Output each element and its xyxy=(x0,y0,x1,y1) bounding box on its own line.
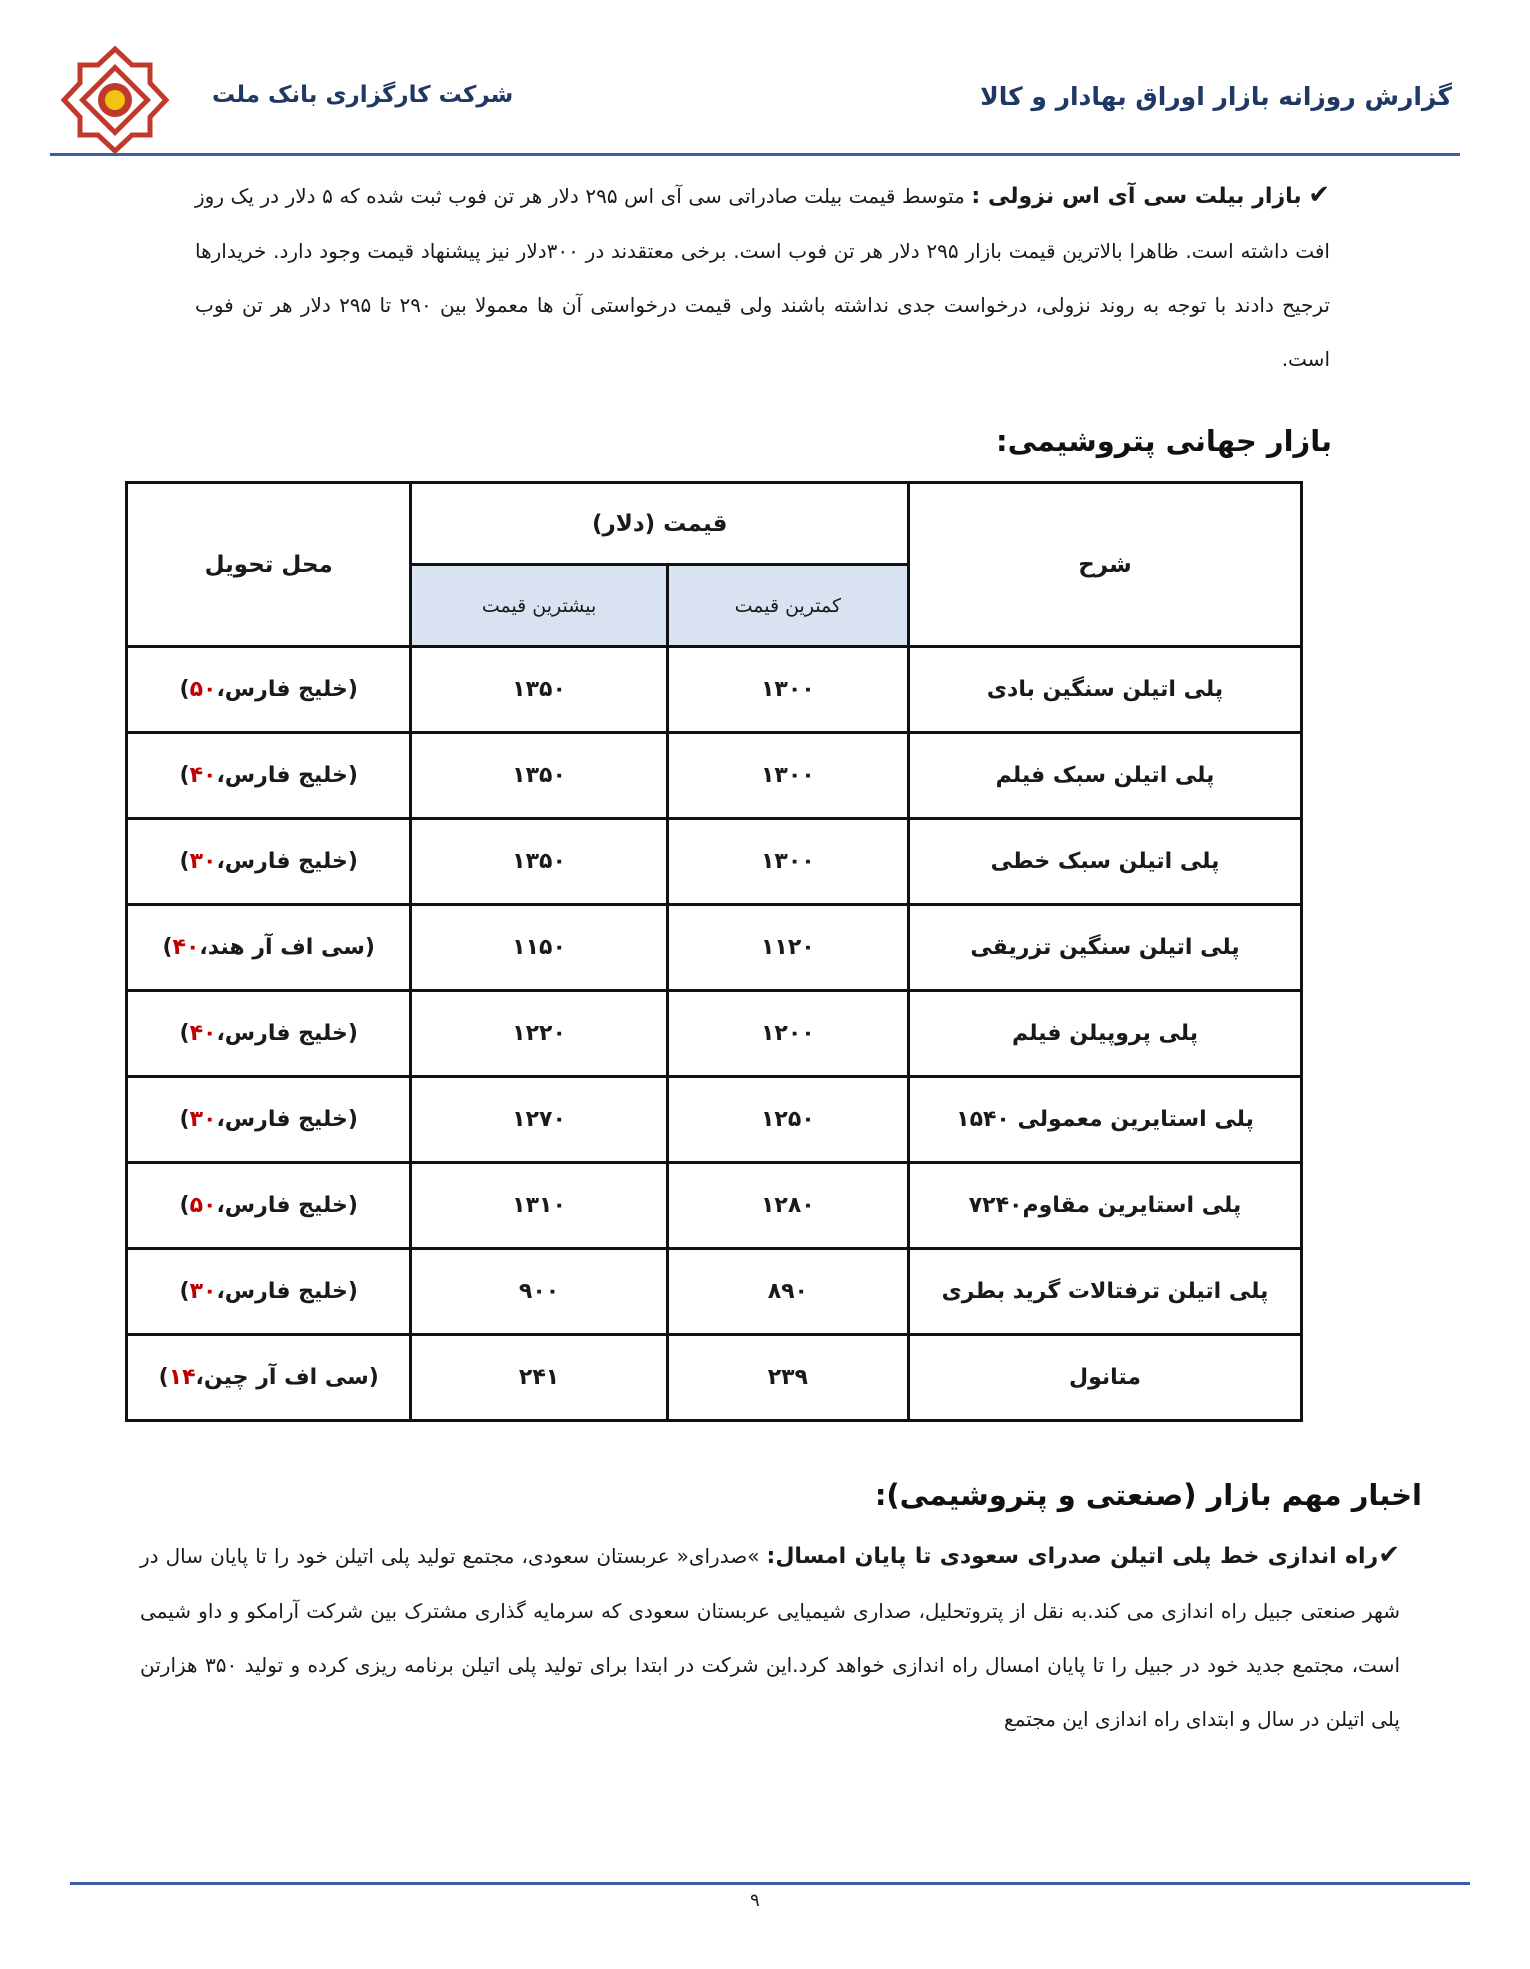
row-max: ۱۲۲۰ xyxy=(411,991,667,1077)
row-loc xyxy=(127,1163,411,1249)
row-min: ۸۹۰ xyxy=(667,1249,908,1335)
sadara-lead: راه اندازی خط پلی اتیلن صدرای سعودی تا پایان امسال: xyxy=(766,1544,1379,1569)
row-loc xyxy=(127,819,411,905)
loc-text: (سی اف آر هند، xyxy=(199,935,375,960)
company-name: شرکت کارگزاری بانک ملت xyxy=(212,82,514,108)
loc-value: ۵۰ xyxy=(189,1193,217,1218)
page-header xyxy=(0,0,1530,160)
row-min: ۱۳۰۰ xyxy=(667,733,908,819)
page-number: ۹ xyxy=(750,1890,760,1911)
header-divider xyxy=(50,153,1460,156)
petrochem-price-table xyxy=(125,481,1303,1422)
row-desc: پلی اتیلن ترفتالات گرید بطری xyxy=(909,1249,1302,1335)
row-desc: پلی پروپیلن فیلم xyxy=(909,991,1302,1077)
row-min: ۱۱۲۰ xyxy=(667,905,908,991)
loc-end: ) xyxy=(179,849,190,874)
row-max: ۱۳۵۰ xyxy=(411,733,667,819)
row-max: ۹۰۰ xyxy=(411,1249,667,1335)
row-max: ۱۳۵۰ xyxy=(411,647,667,733)
row-desc: پلی اتیلن سبک فیلم xyxy=(909,733,1302,819)
loc-end: ) xyxy=(179,763,190,788)
table-row xyxy=(127,733,1302,819)
row-max: ۱۱۵۰ xyxy=(411,905,667,991)
loc-value: ۳۰ xyxy=(189,849,217,874)
loc-end: ) xyxy=(158,1365,169,1390)
col-price-header: قیمت (دلار) xyxy=(411,483,909,565)
row-desc: پلی استایرین معمولی ۱۵۴۰ xyxy=(909,1077,1302,1163)
col-min-header: کمترین قیمت xyxy=(667,565,908,647)
row-max: ۱۳۵۰ xyxy=(411,819,667,905)
market-news-title: اخبار مهم بازار (صنعتی و پتروشیمی): xyxy=(874,1478,1422,1512)
row-loc xyxy=(127,1249,411,1335)
row-max: ۱۲۷۰ xyxy=(411,1077,667,1163)
loc-value: ۴۰ xyxy=(189,763,217,788)
row-desc: پلی اتیلن سنگین بادی xyxy=(909,647,1302,733)
row-desc: پلی استایرین مقاوم۷۲۴۰ xyxy=(909,1163,1302,1249)
table-row xyxy=(127,819,1302,905)
report-title: گزارش روزانه بازار اوراق بهادار و کالا xyxy=(980,82,1452,111)
sadara-text: »صدرای« عربستان سعودی، مجتمع تولید پلی اتیلن خود را تا پایان سال در شهر صنعتی جبیل راه اندازی می کند.به نقل از پتروتحلیل، صداری شیمیایی عربستان سعودی که سرمایه گذاری مشترک بین شرکت آرامکو و داو شیمی است، مجتمع جدید خود در جبیل را تا پایان امسال راه اندازی خواهد کرد.این شرکت در ابتدا برای تولید پلی اتیلن برنامه ریزی کرده و تولید ۳۵۰ هزارتن پلی اتیلن در سال و ابتدای راه اندازی این مجتمع xyxy=(140,1544,1401,1731)
row-desc: متانول xyxy=(909,1335,1302,1421)
loc-value: ۳۰ xyxy=(189,1279,217,1304)
loc-end: ) xyxy=(179,1107,190,1132)
row-max: ۱۳۱۰ xyxy=(411,1163,667,1249)
row-loc xyxy=(127,647,411,733)
billet-lead: بازار بیلت سی آی اس نزولی : xyxy=(971,184,1302,209)
loc-end: ) xyxy=(179,1279,190,1304)
loc-value: ۴۰ xyxy=(189,1021,217,1046)
loc-end: ) xyxy=(179,1193,190,1218)
loc-end: ) xyxy=(179,1021,190,1046)
col-loc-header: محل تحویل xyxy=(127,483,411,647)
row-loc xyxy=(127,905,411,991)
table-row xyxy=(127,647,1302,733)
check-icon: ✔ xyxy=(1378,1540,1400,1570)
loc-value: ۳۰ xyxy=(189,1107,217,1132)
row-loc xyxy=(127,991,411,1077)
row-min: ۱۲۵۰ xyxy=(667,1077,908,1163)
sadara-paragraph xyxy=(140,1528,1400,1746)
table-row xyxy=(127,1163,1302,1249)
col-desc-header: شرح xyxy=(909,483,1302,647)
loc-end: ) xyxy=(162,935,173,960)
loc-text: (خلیج فارس، xyxy=(216,1279,358,1304)
row-loc xyxy=(127,1335,411,1421)
table-row xyxy=(127,991,1302,1077)
row-loc xyxy=(127,733,411,819)
row-max: ۲۴۱ xyxy=(411,1335,667,1421)
billet-paragraph xyxy=(195,168,1330,386)
loc-text: (خلیج فارس، xyxy=(216,1021,358,1046)
check-icon: ✔ xyxy=(1308,180,1330,210)
row-desc: پلی اتیلن سنگین تزریقی xyxy=(909,905,1302,991)
row-min: ۲۳۹ xyxy=(667,1335,908,1421)
loc-text: (خلیج فارس، xyxy=(216,763,358,788)
loc-value: ۱۴ xyxy=(168,1365,196,1390)
table-row xyxy=(127,1077,1302,1163)
row-min: ۱۲۸۰ xyxy=(667,1163,908,1249)
table-row xyxy=(127,1249,1302,1335)
billet-text: متوسط قیمت بیلت صادراتی سی آی اس ۲۹۵ دلار هر تن فوب ثبت شده که ۵ دلار در یک روز افت داشته است. ظاهرا بالاترین قیمت بازار ۲۹۵ دلار هر تن فوب است. برخی معتقدند در ۳۰۰دلار نیز پیشنهاد قیمت وجود دارد. خریدارها ترجیح دادند با توجه به روند نزولی، درخواست جدی نداشته باشند ولی قیمت درخواستی آن ها معمولا بین ۲۹۰ تا ۲۹۵ دلار هر تن فوب است. xyxy=(195,184,1331,371)
row-min: ۱۳۰۰ xyxy=(667,819,908,905)
loc-value: ۴۰ xyxy=(172,935,200,960)
loc-value: ۵۰ xyxy=(189,677,217,702)
row-min: ۱۳۰۰ xyxy=(667,647,908,733)
bank-mellat-logo-icon xyxy=(60,45,170,155)
loc-text: (خلیج فارس، xyxy=(216,1193,358,1218)
table-row xyxy=(127,905,1302,991)
petrochem-section-title: بازار جهانی پتروشیمی: xyxy=(996,424,1332,458)
row-loc xyxy=(127,1077,411,1163)
row-desc: پلی اتیلن سبک خطی xyxy=(909,819,1302,905)
table-row xyxy=(127,1335,1302,1421)
loc-text: (سی اف آر چین، xyxy=(195,1365,379,1390)
loc-text: (خلیج فارس، xyxy=(216,849,358,874)
loc-text: (خلیج فارس، xyxy=(216,1107,358,1132)
footer-divider xyxy=(70,1882,1470,1885)
loc-text: (خلیج فارس، xyxy=(216,677,358,702)
row-min: ۱۲۰۰ xyxy=(667,991,908,1077)
loc-end: ) xyxy=(179,677,190,702)
col-max-header: بیشترین قیمت xyxy=(411,565,667,647)
